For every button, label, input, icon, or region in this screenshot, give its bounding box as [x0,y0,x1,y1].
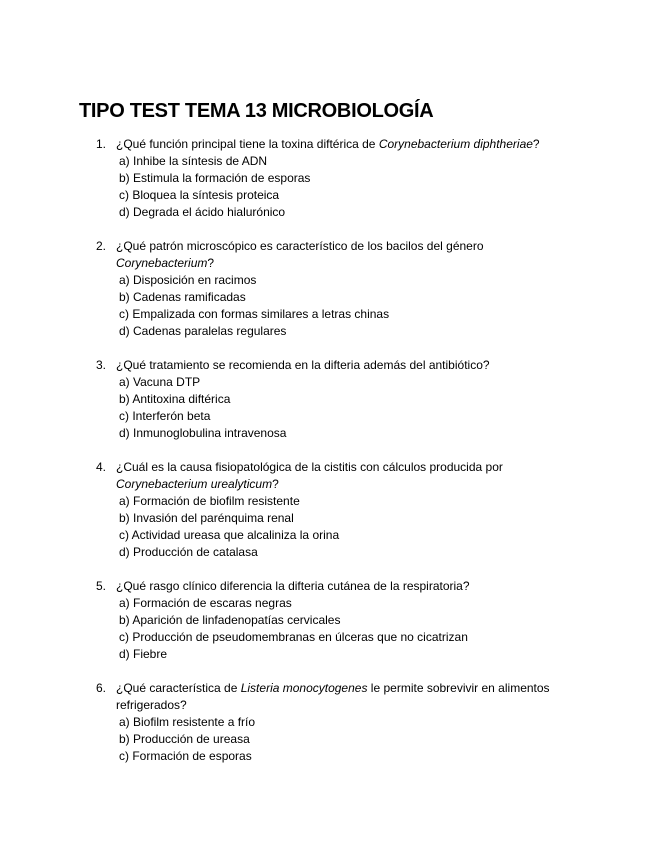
question-text [116,136,566,153]
answer-option: b) Estimula la formación de esporas [119,171,311,185]
answer-options [116,493,566,561]
question-text-italic: Listeria monocytogenes [240,681,368,695]
answer-option: b) Aparición de linfadenopatías cervicales [119,613,341,627]
answer-option: c) Formación de esporas [119,749,252,763]
question-item [0,578,566,663]
question-text-italic: Corynebacterium diphtheriae [378,137,533,151]
question-number: 5. [96,579,107,593]
question-text-part: ¿Cuál es la causa fisiopatológica de la cistitis con cálculos producida por [116,460,503,474]
document-title: TIPO TEST TEMA 13 MICROBIOLOGÍA [79,100,434,122]
answer-option: c) Bloquea la síntesis proteica [119,188,280,202]
answer-option: a) Inhibe la síntesis de ADN [119,154,268,168]
answer-option: c) Empalizada con formas similares a letras chinas [119,307,390,321]
answer-option: d) Inmunoglobulina intravenosa [119,426,287,440]
answer-option: a) Biofilm resistente a frío [119,715,256,729]
question-list [0,136,655,782]
question-text [116,357,566,374]
question-item [0,136,566,221]
answer-option: a) Disposición en racimos [119,273,257,287]
question-item [0,680,566,765]
answer-option: b) Antitoxina diftérica [119,392,231,406]
question-item [0,459,566,561]
question-text-part: ? [207,256,215,270]
question-text-part: ¿Qué rasgo clínico diferencia la difteria cutánea de la respiratoria? [116,579,470,593]
question-number: 2. [96,239,107,253]
answer-option: b) Cadenas ramificadas [119,290,246,304]
question-text-italic: Corynebacterium [116,256,208,270]
answer-option: d) Cadenas paralelas regulares [119,324,287,338]
question-text [116,459,566,493]
answer-option: b) Invasión del parénquima renal [119,511,294,525]
answer-option: a) Formación de biofilm resistente [119,494,300,508]
question-item [0,238,566,340]
answer-option: b) Producción de ureasa [119,732,250,746]
answer-options [116,374,566,442]
question-item [0,357,566,442]
answer-option: d) Fiebre [119,647,168,661]
question-text [116,578,566,595]
question-text-part: ¿Qué función principal tiene la toxina diftérica de [116,137,379,151]
question-text-part: ? [272,477,279,491]
question-text-part: le permite sobrevivir en alimentos refrigerados? [116,681,550,712]
answer-option: a) Formación de escaras negras [119,596,292,610]
answer-options [116,272,566,340]
question-number: 3. [96,358,107,372]
answer-options [116,595,566,663]
answer-option: d) Producción de catalasa [119,545,258,559]
answer-option: c) Producción de pseudomembranas en úlceras que no cicatrizan [119,630,468,644]
answer-options [116,153,566,221]
question-text-part: ¿Qué característica de [116,681,241,695]
question-text [116,238,566,272]
question-text-italic: Corynebacterium urealyticum [116,477,273,491]
answer-option: c) Interferón beta [119,409,211,423]
question-number: 6. [96,681,107,695]
answer-option: c) Actividad ureasa que alcaliniza la orina [119,528,340,542]
question-text-part: ¿Qué patrón microscópico es característico de los bacilos del género [116,239,484,253]
question-number: 4. [96,460,107,474]
answer-option: d) Degrada el ácido hialurónico [119,205,286,219]
question-number: 1. [96,137,107,151]
answer-option: a) Vacuna DTP [119,375,201,389]
answer-options [116,714,566,765]
question-text-part: ¿Qué tratamiento se recomienda en la difteria además del antibiótico? [116,358,490,372]
question-text [116,680,566,714]
question-text-part: ? [532,137,540,151]
